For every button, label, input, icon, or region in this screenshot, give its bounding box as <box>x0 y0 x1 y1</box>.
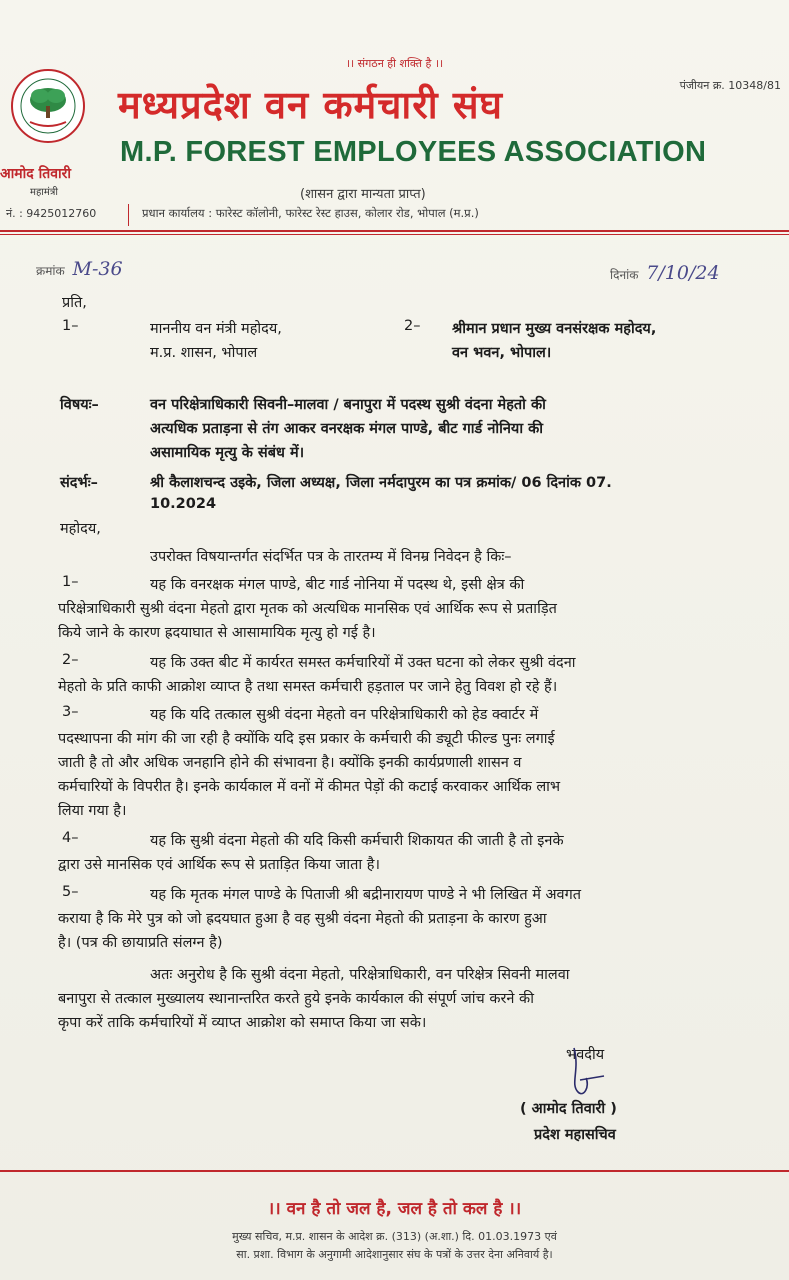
hindi-org-name: मध्यप्रदेश वन कर्मचारी संघ <box>118 82 504 127</box>
secretary-title: महामंत्री <box>30 187 58 198</box>
footer-note-line2: सा. प्रशा. विभाग के अनुगामी आदेशानुसार संघ के पत्रों के उत्तर देना अनिवार्य है। <box>236 1248 553 1261</box>
point-4-line1: यह कि सुश्री वंदना मेहतो की यदि किसी कर्मचारी शिकायत की जाती है तो इनके <box>150 833 564 849</box>
mobile-number: नं. : 9425012760 <box>6 207 97 220</box>
header-rule-thin <box>0 234 789 235</box>
reference-number <box>36 258 123 280</box>
point-1-line2: परिक्षेत्राधिकारी सुश्री वंदना मेहतो द्वारा मृतक को अत्यधिक मानसिक एवं आर्थिक रूप से प्रताड़ित <box>58 601 557 617</box>
recipient-2-line1: श्रीमान प्रधान मुख्य वनसंरक्षक महोदय, <box>452 321 657 337</box>
point-2-line2: मेहतो के प्रति काफी आक्रोश व्याप्त है तथा समस्त कर्मचारी हड़ताल पर जाने हेतु विवश हो रहे हैं। <box>58 679 558 695</box>
point-3-line4: कर्मचारियों के विपरीत है। इनके कार्यकाल में वनों में कीमत पेड़ों की कटाई करवाकर आर्थिक लाभ <box>58 779 561 795</box>
point-2-line1: यह कि उक्त बीट में कार्यरत समस्त कर्मचारियों में उक्त घटना को लेकर सुश्री वंदना <box>150 655 576 671</box>
signature-scribble-icon <box>560 1040 620 1100</box>
point-5-line2: कराया है कि मेरे पुत्र को जो ह्रदयघात हुआ है वह सुश्री वंदना मेहतो की प्रताड़ना के कारण हुआ <box>58 911 547 927</box>
reference-label: क्रमांक <box>36 264 65 278</box>
date-label: दिनांक <box>610 268 639 282</box>
subject-line2: अत्यधिक प्रताड़ना से तंग आकर वनरक्षक मंगल पाण्डे, बीट गार्ड नोनिया की <box>150 421 544 437</box>
date-value: 7/10/24 <box>646 262 720 284</box>
point-3-line3: जाती है तो और अधिक जनहानि होने की संभावना है। क्योंकि इनकी कार्यप्रणाली शासन व <box>58 755 522 771</box>
english-org-name: M.P. FOREST EMPLOYEES ASSOCIATION <box>120 136 707 168</box>
to-label: प्रति, <box>62 295 87 311</box>
signatory-designation: प्रदेश महासचिव <box>534 1127 616 1143</box>
reference-line2: 10.2024 <box>150 496 217 512</box>
request-line2: बनापुरा से तत्काल मुख्यालय स्थानान्तरित करते हुये इनके कार्यकाल की संपूर्ण जांच करने की <box>58 991 534 1007</box>
point-3-line1: यह कि यदि तत्काल सुश्री वंदना मेहतो वन परिक्षेत्राधिकारी को हेड क्वार्टर में <box>150 707 539 723</box>
point-4-number: 4– <box>62 830 79 846</box>
recognition-note: (शासन द्वारा मान्यता प्राप्त) <box>300 187 426 202</box>
point-3-line5: लिया गया है। <box>58 803 127 819</box>
header-rule <box>0 230 789 232</box>
request-line3: कृपा करें ताकि कर्मचारियों में व्याप्त आक्रोश को समाप्त किया जा सके। <box>58 1015 427 1031</box>
reference-label: संदर्भः– <box>60 475 98 491</box>
point-5-number: 5– <box>62 884 79 900</box>
registration-number: पंजीयन क्र. 10348/81 <box>679 79 781 92</box>
office-address: प्रधान कार्यालय : फारेस्ट कॉलोनी, फारेस्ट रेस्ट हाउस, कोलार रोड, भोपाल (म.प्र.) <box>142 206 479 220</box>
point-1-number: 1– <box>62 574 79 590</box>
top-motto: ।। संगठन ही शक्ति है ।। <box>345 57 444 70</box>
reference-value: M-36 <box>72 258 123 280</box>
point-1-line1: यह कि वनरक्षक मंगल पाण्डे, बीट गार्ड नोनिया में पदस्थ थे, इसी क्षेत्र की <box>150 577 525 593</box>
recipient-1-number: 1– <box>62 318 79 334</box>
point-3-number: 3– <box>62 704 79 720</box>
footer-motto: ।। वन है तो जल है, जल है तो कल है ।। <box>267 1199 522 1219</box>
point-5-line3: है। (पत्र की छायाप्रति संलग्न है) <box>58 935 223 951</box>
footer-note <box>0 1228 789 1264</box>
point-3-line2: पदस्थापना की मांग की जा रही है क्योंकि यदि इस प्रकार के कर्मचारी की ड्यूटी फील्ड पुनः लगाई <box>58 731 555 747</box>
footer-rule <box>0 1170 789 1172</box>
salutation: महोदय, <box>60 521 101 537</box>
association-logo-icon <box>6 66 88 158</box>
footer-note-line1: मुख्य सचिव, म.प्र. शासन के आदेश क्र. (313) (अ.शा.) दि. 01.03.1973 एवं <box>232 1230 557 1243</box>
request-line1: अतः अनुरोध है कि सुश्री वंदना मेहतो, परिक्षेत्राधिकारी, वन परिक्षेत्र सिवनी मालवा <box>150 967 570 983</box>
subject-line1: वन परिक्षेत्राधिकारी सिवनी–मालवा / बनापुरा में पदस्थ सुश्री वंदना मेहतो की <box>150 397 546 413</box>
recipient-1-line1: माननीय वन मंत्री महोदय, <box>150 321 282 337</box>
recipient-2-line2: वन भवन, भोपाल। <box>452 345 552 361</box>
point-5-line1: यह कि मृतक मंगल पाण्डे के पिताजी श्री बद्रीनारायण पाण्डे ने भी लिखित में अवगत <box>150 887 582 903</box>
recipient-1-line2: म.प्र. शासन, भोपाल <box>150 345 258 361</box>
intro-line: उपरोक्त विषयान्तर्गत संदर्भित पत्र के तारतम्य में विनम्र निवेदन है किः– <box>150 549 512 565</box>
point-4-line2: द्वारा उसे मानसिक एवं आर्थिक रूप से प्रताड़ित किया जाता है। <box>58 857 380 873</box>
header-divider <box>128 204 129 226</box>
signatory-name: ( आमोद तिवारी ) <box>520 1101 617 1117</box>
reference-line1: श्री कैलाशचन्द उइके, जिला अध्यक्ष, जिला नर्मदापुरम का पत्र क्रमांक/ 06 दिनांक 07. <box>150 475 612 491</box>
secretary-name: आमोद तिवारी <box>0 166 71 182</box>
point-1-line3: किये जाने के कारण ह्रदयाघात से आसामायिक मृत्यु हो गई है। <box>58 625 376 641</box>
subject-line3: असामायिक मृत्यु के संबंध में। <box>150 445 305 461</box>
point-2-number: 2– <box>62 652 79 668</box>
subject-label: विषयः– <box>60 397 99 413</box>
letter-date <box>610 262 720 284</box>
recipient-2-number: 2– <box>404 318 421 334</box>
closing-text: भवदीय <box>566 1047 605 1063</box>
